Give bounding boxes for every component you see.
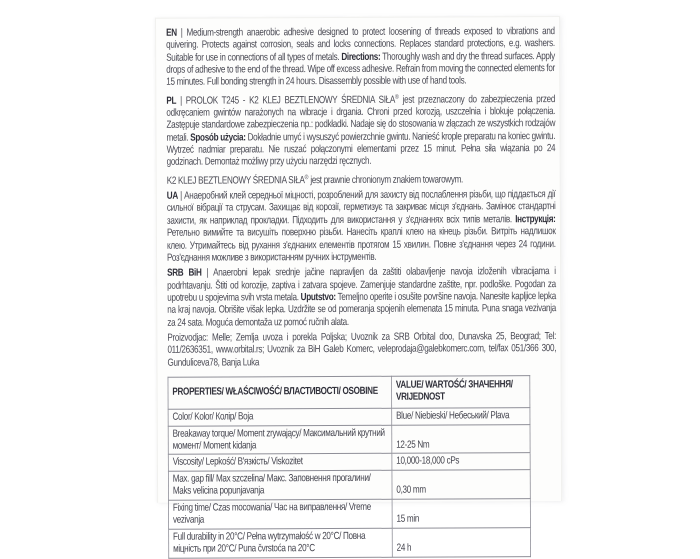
value-cell: 10,000-18,000 cPs xyxy=(392,453,530,471)
value-column-header: VALUE/ WARTOŚĆ/ ЗНАЧЕННЯ/ VRIJEDNOST xyxy=(392,376,530,408)
property-cell: Breakaway torque/ Moment zrywający/ Максимальний крутний момент/ Moment kidanja xyxy=(168,425,392,455)
paragraph-pl xyxy=(166,91,555,170)
value-cell: 0,30 mm xyxy=(392,470,530,499)
trademark-notice xyxy=(167,171,556,188)
producer-importer-info: Proizvodjac: Melle; Zemlja uvoza i porekla Poljska; Uvoznik za SRB Orbital doo, Dunavska 25, Beograd; Tel: 011/2636351, www.orbital.rs; Uvoznik za BiH Galeb Komerc, veleprodaja@galebkomerc.com, tel/fax 051/366 300, Gunduliceva78, Banja Luka xyxy=(167,330,557,369)
en-intro-text: | Medium-strength anaerobic adhesive designed to protect loosening of threads exposed to vibrations and quivering. Protects against corrosion, seals and locks connections. Replaces standard protections, e.g. washers. Suitable for use in connections of all types of metals. xyxy=(166,26,555,64)
value-cell: 12-25 Nm xyxy=(392,424,530,453)
lang-tag-srb: SRB BiH xyxy=(167,267,202,279)
properties-table xyxy=(168,375,531,558)
ua-instructions-text: Ретельно вимийте та висушіть поверхню різьби. Нанесіть краплі клею на кінець різьби. Витріть надлишок клею. Утримайтесь від рухання з'єднаних елементів протягом 15 хвилин. Повне з'єднання через 24 години. Роз'єднання можливе з використанням ручних інструментів. xyxy=(166,226,556,264)
property-cell: Full durability in 20°C/ Pełna wytrzymałość w 20°C/ Повна міцність при 20°C/ Puna čvrstoća na 20°C xyxy=(169,528,393,558)
table-row-viscosity xyxy=(168,453,530,471)
property-cell: Color/ Kolor/ Колір/ Boja xyxy=(168,408,392,426)
pl-intro-text: jest przeznaczony do zabezpieczenia przed odkręcaniem gwintów narażonych na wibracje i drgania. Chroni przed korozją, uszczelnia i blokuje połączenia. Zastępuje standardowe zabezpieczenia np.: podkładki. Nadaje się do stosowania w złączach ze wszystkich rodzajów metali. xyxy=(166,93,556,144)
lang-tag-en: EN xyxy=(166,27,177,39)
ua-instructions-label: Інструкція: xyxy=(515,213,556,226)
trademark-text: jest prawnie chronionym znakiem towarowym. xyxy=(308,174,464,186)
lang-tag-pl: PL xyxy=(166,95,177,107)
paragraph-ua xyxy=(167,189,556,265)
srb-usage-text: Temeljno operite i osušite površine navoja. Nanesite kapljice lepka na kraj navoja. Obrišite višak lepka. Uzdržite se od pomeranja spojenih elemenata 15 minuta. Puna snaga vezivanja za 24 sata. Moguća demontaža uz pomoć ručnih alata. xyxy=(167,290,556,329)
properties-column-header: PROPERTIES/ WŁAŚCIWOŚĆ/ ВЛАСТИВОСТІ/ OSOBINE xyxy=(168,376,392,409)
value-cell: 15 min xyxy=(392,499,530,528)
trademark-name: K2 KLEJ BEZTLENOWY ŚREDNIA SIŁA xyxy=(166,174,305,187)
paragraph-en xyxy=(166,26,555,89)
srb-intro-text: | Anaerobni lepak srednje jačine napravljen da zaštiti olabavljenje navoja izloženih vibracijama i podrhtavanju. Štiti od korozije, zaptiva i zatvara spojeve. Zamenjuje standardne zaštite, npr. podloške. Pogodan za upotrebu u spojevima svih vrsta metala. xyxy=(167,266,556,304)
table-row-color xyxy=(168,407,530,425)
property-cell: Viscosity/ Lepkość/ В'язкість/ Viskozitet xyxy=(168,454,392,472)
srb-usage-label: Uputstvo: xyxy=(300,291,336,304)
value-cell: Blue/ Niebieski/ Небеський/ Plava xyxy=(392,407,530,425)
table-row-breakaway-torque xyxy=(168,424,530,454)
label-content xyxy=(166,26,557,559)
table-header-row xyxy=(168,376,530,409)
value-cell: 24 h xyxy=(392,528,530,557)
lang-tag-ua: UA xyxy=(166,190,178,202)
pl-usage-text: Dokładnie umyć i wysuszyć powierzchnie gwintu. Nanieść krople preparatu na koniec gwintu. Wytrzeć nadmiar preparatu. Nie ruszać połączonymi elementami przez 15 minut. Pełna siła wiązania po 24 godzinach. Demontaż możliwy przy użyciu narzędzi ręcznych. xyxy=(166,130,556,169)
pl-usage-label: Sposób użycia: xyxy=(190,132,246,144)
table-row-fixing-time xyxy=(169,499,531,529)
table-row-full-durability xyxy=(169,528,531,558)
registered-mark-icon: ® xyxy=(394,93,399,101)
paragraph-srb xyxy=(167,266,556,329)
pl-product-name: | PROLOK T245 - K2 KLEJ BEZTLENOWY ŚREDNIA SIŁA xyxy=(176,94,395,107)
registered-mark-icon: ® xyxy=(304,173,309,181)
en-directions-label: Directions: xyxy=(341,51,381,63)
table-row-max-gap-fill xyxy=(168,470,530,500)
property-cell: Fixing time/ Czas mocowania/ Час на виправлення/ Vreme vezivanja xyxy=(169,499,393,529)
en-directions-text: Thoroughly wash and dry the thread surfaces. Apply drops of adhesive to the end of the thread. Wipe off excess adhesive. Refrain from moving the connected elements for 15 minutes. Full bonding strength in 24 hours. Disassembly possible with use of hand tools. xyxy=(166,50,555,89)
property-cell: Max. gap fill/ Max szczelina/ Макс. Заповнення прогалини/ Maks velicina popunjavanja xyxy=(168,471,392,501)
ua-intro-text: | Анаеробний клей середньої міцності, розроблений для захисту від послаблення різьби, що піддається дії сильної вібрації та струсам. Захищає від корозії, герметизує та закриває місця з'єднань. Замінює стандартні захисти, як наприклад прокладки. Підходить для використання у з'єднаннях всіх типів металів. xyxy=(166,189,556,227)
product-label xyxy=(155,16,562,555)
